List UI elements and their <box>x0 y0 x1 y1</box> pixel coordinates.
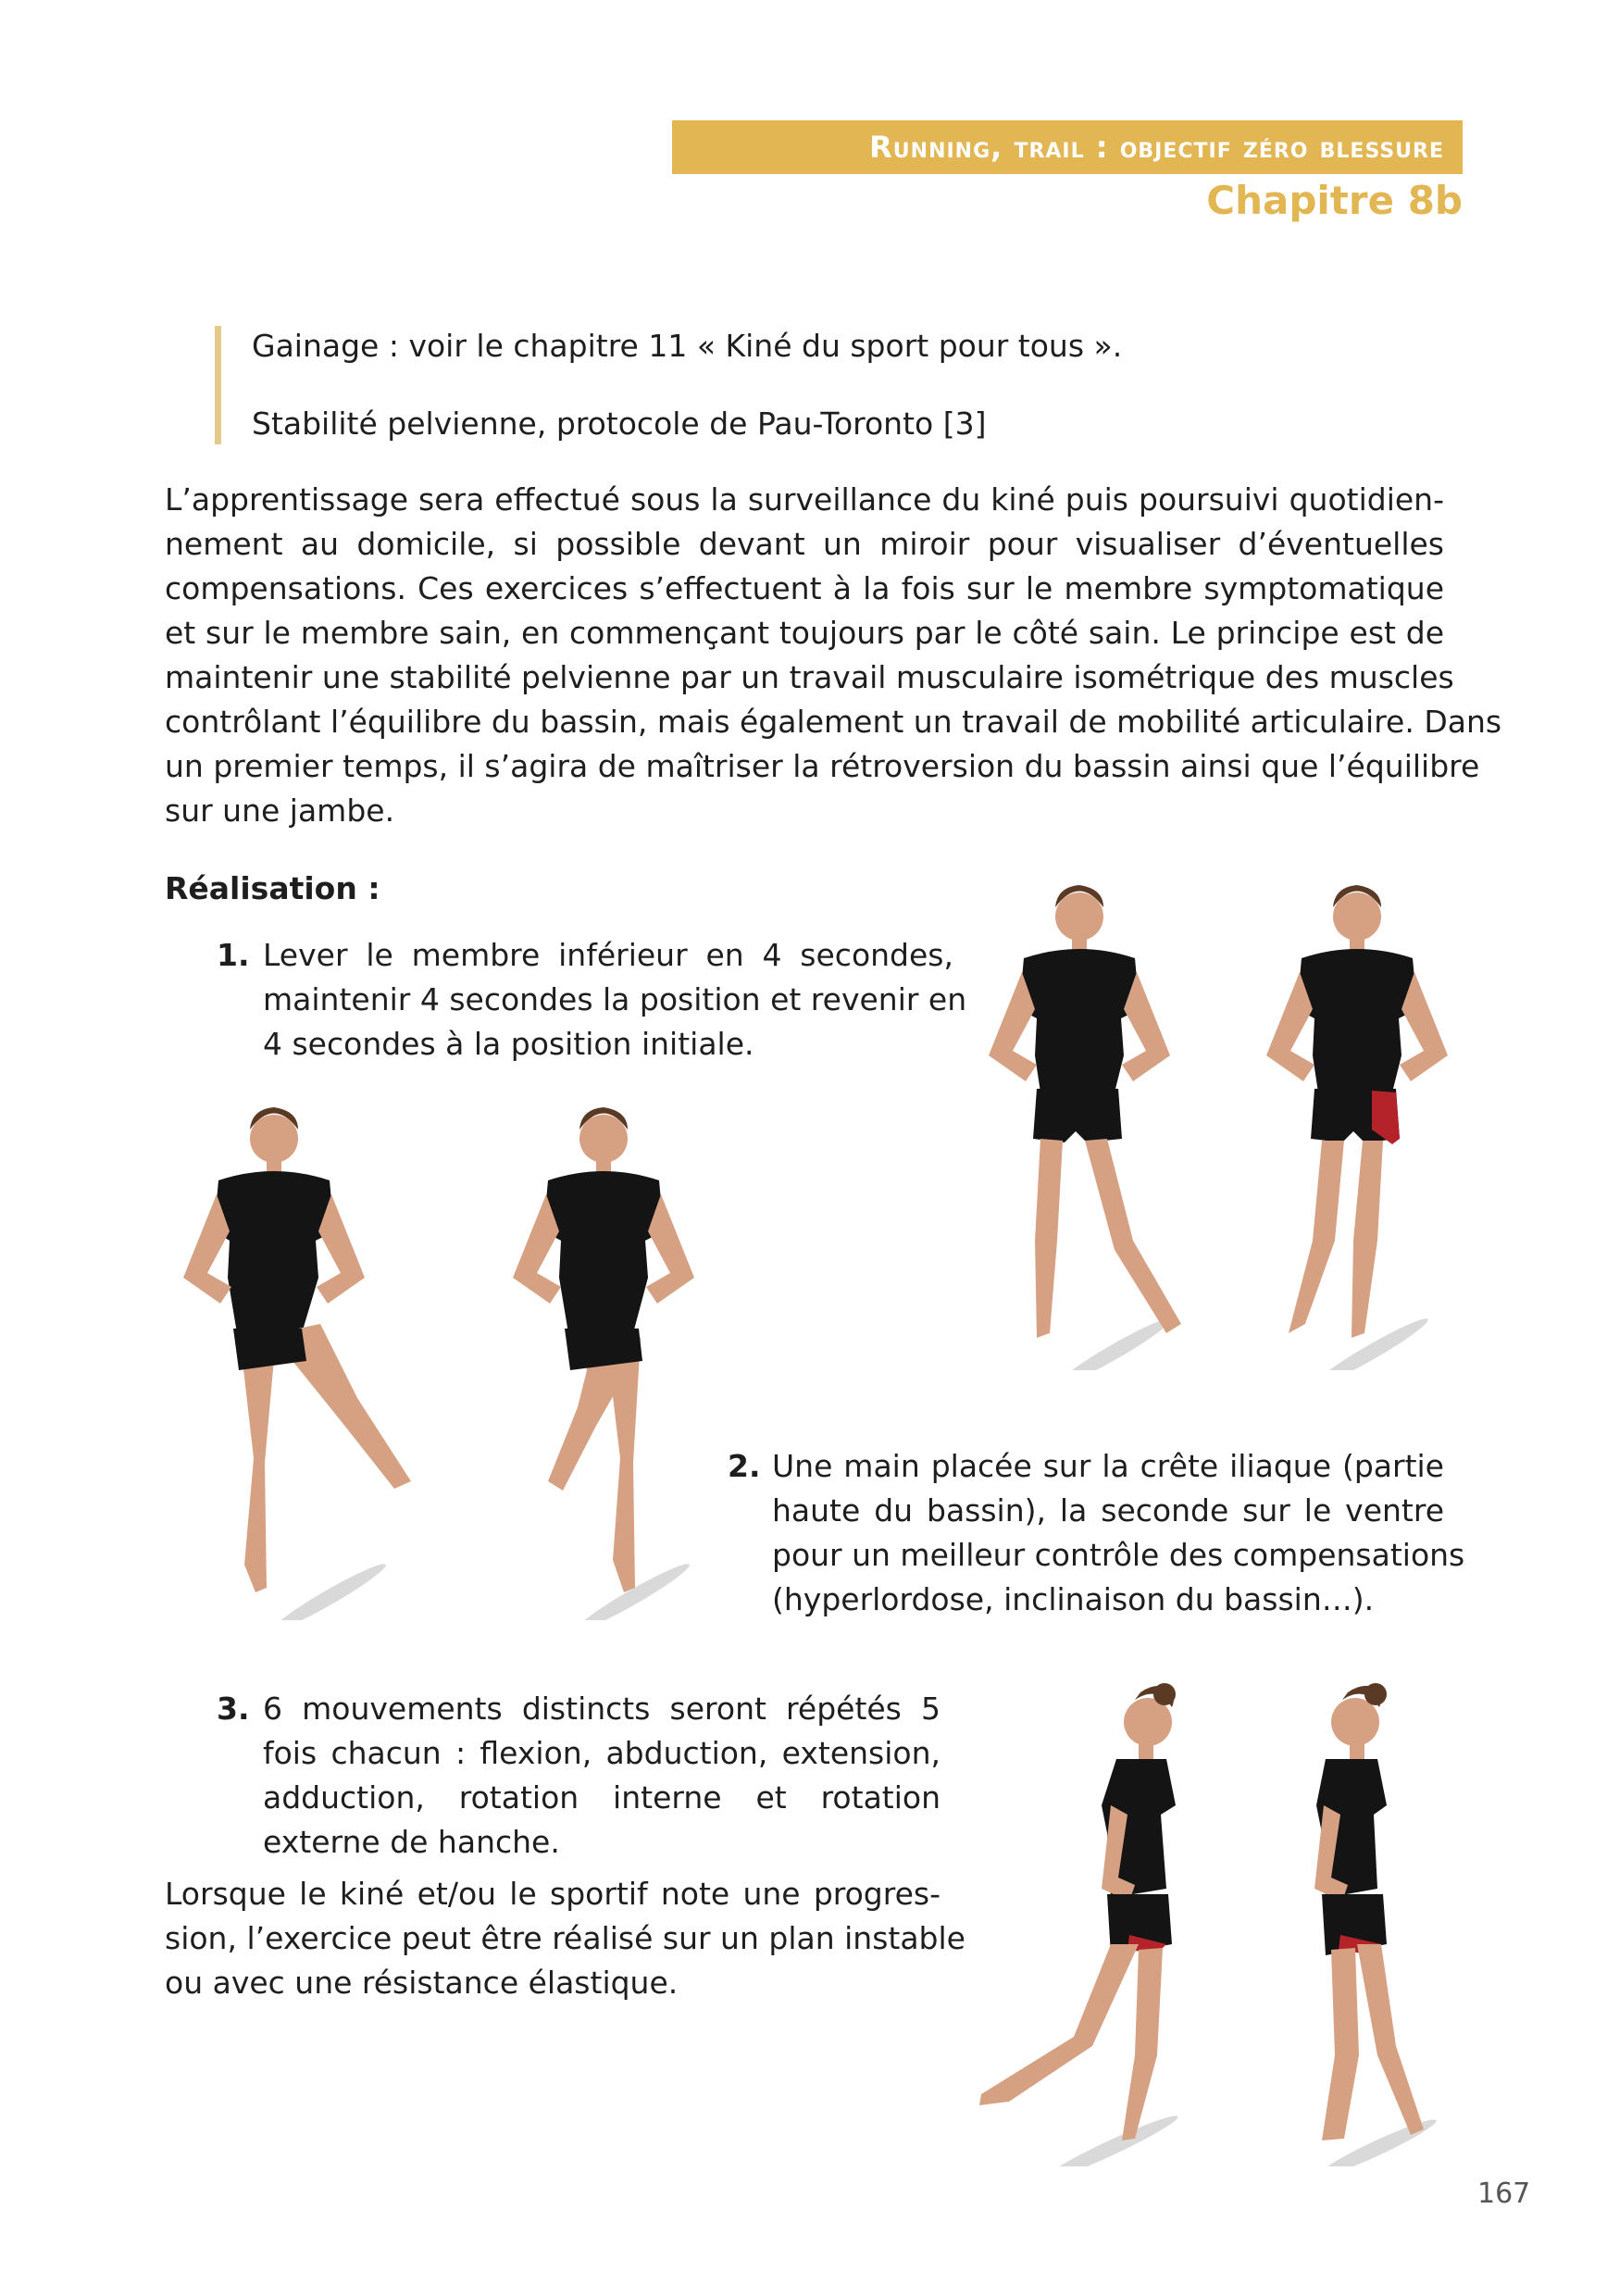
intro-line: compensations. Ces exercices s’effectuent à la fois sur le membre symptomatique <box>165 570 1444 606</box>
progression-paragraph <box>165 1872 965 2005</box>
step3-line: fois chacun : flexion, abduction, extension, <box>263 1735 941 1771</box>
intro-line: nement au domicile, si possible devant un miroir pour visualiser d’éventuelles <box>165 526 1444 562</box>
step2-line: pour un meilleur contrôle des compensations <box>772 1537 1465 1573</box>
photo-hip-flexion-side <box>972 1666 1231 2166</box>
realisation-heading: Réalisation : <box>165 870 380 906</box>
chapter-title: Chapitre 8b <box>1206 178 1463 223</box>
intro-line: et sur le membre sain, en commençant toujours par le côté sain. Le principe est de <box>165 615 1444 651</box>
photo-knee-raise-adduction <box>494 1092 735 1620</box>
quote-line-gainage <box>252 324 1122 368</box>
quote-bar <box>215 326 221 444</box>
intro-line: contrôlant l’équilibre du bassin, mais également un travail de mobilité articulaire. Dans <box>165 704 1502 740</box>
photo-hip-extension-side <box>1285 1666 1470 2166</box>
quote-line-stabilite: Stabilité pelvienne, protocole de Pau-Toronto [3] <box>252 406 987 442</box>
step1-line: maintenir 4 secondes la position et revenir en <box>263 981 967 1017</box>
step2-number: 2. <box>728 1448 761 1484</box>
step2-line: Une main placée sur la crête iliaque (partie <box>772 1448 1444 1484</box>
step3-line: adduction, rotation interne et rotation <box>263 1779 941 1816</box>
intro-line: maintenir une stabilité pelvienne par un travail musculaire isométrique des muscles <box>165 659 1454 695</box>
step3-text <box>263 1687 941 1865</box>
book-title: Running, trail : objectif zéro blessure <box>869 130 1444 165</box>
step2-line: (hyperlordose, inclinaison du bassin…). <box>772 1581 1375 1617</box>
intro-line: L’apprentissage sera effectué sous la surveillance du kiné puis poursuivi quotidien- <box>165 481 1444 518</box>
step2-text <box>772 1444 1465 1622</box>
photo-knee-raise-abduction <box>163 1092 468 1620</box>
progression-line: ou avec une résistance élastique. <box>165 1965 679 2001</box>
progression-line: Lorsque le kiné et/ou le sportif note une progres- <box>165 1876 941 1912</box>
step1-text <box>263 933 967 1067</box>
step3-line: 6 mouvements distincts seront répétés 5 <box>263 1691 941 1727</box>
intro-line: un premier temps, il s’agira de maîtriser la rétroversion du bassin ainsi que l’équilibre <box>165 748 1480 784</box>
gainage-text: voir le chapitre 11 « Kiné du sport pour tous ». <box>398 328 1123 364</box>
progression-line: sion, l’exercice peut être réalisé sur un plan instable <box>165 1920 965 1956</box>
intro-paragraph <box>165 478 1502 833</box>
step1-line: Lever le membre inférieur en 4 secondes, <box>263 937 953 973</box>
page-number: 167 <box>1477 2177 1531 2210</box>
step3-number: 3. <box>217 1691 250 1727</box>
photo-leg-abduction-standing <box>976 870 1216 1370</box>
step2-line: haute du bassin), la seconde sur le ventre <box>772 1492 1444 1529</box>
step1-line: 4 secondes à la position initiale. <box>263 1026 754 1062</box>
photo-leg-adduction-standing <box>1261 870 1464 1370</box>
gainage-label: Gainage : <box>252 328 399 364</box>
step3-line: externe de hanche. <box>263 1824 560 1860</box>
intro-line: sur une jambe. <box>165 792 395 829</box>
step1-number: 1. <box>217 937 250 973</box>
book-title-banner <box>672 120 1463 174</box>
